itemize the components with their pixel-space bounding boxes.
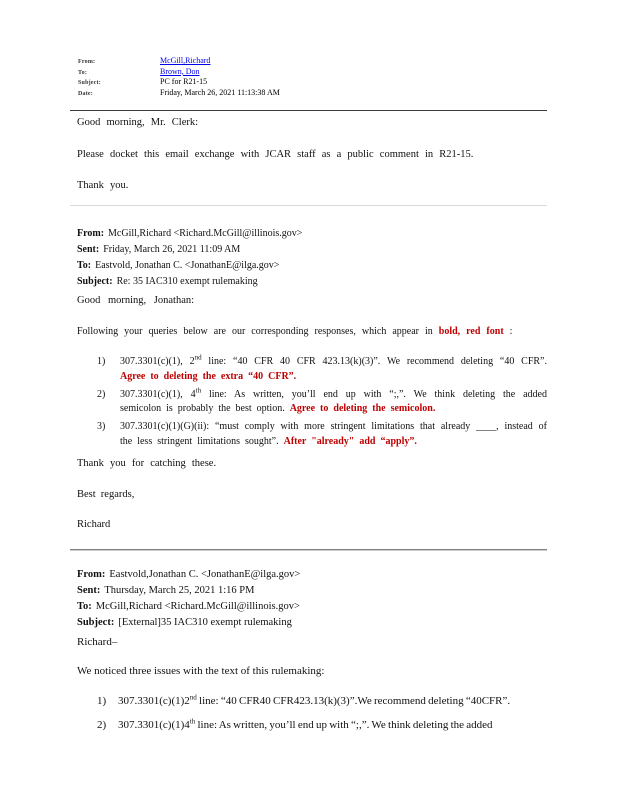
item-text-segment: line: “40 CFR40 CFR423.13(k)(3)”.We recommend deleting “40CFR”. xyxy=(196,695,511,707)
item-text-segment: line: “40 CFR 40 CFR 423.13(k)(3)”. We recommend deleting “40 CFR”. xyxy=(201,356,547,367)
header-row-from xyxy=(78,56,498,67)
item-text xyxy=(118,695,549,708)
original-from-value: Eastvold,Jonathan C. <JonathanE@ilga.gov> xyxy=(109,569,301,580)
date-label: Date: xyxy=(78,91,93,98)
original-to-line xyxy=(77,599,547,615)
reply-issue-list xyxy=(97,355,547,453)
reply-email-header xyxy=(77,226,547,290)
reply-from-line xyxy=(77,226,547,242)
reply-sent-value: Friday, March 26, 2021 11:09 AM xyxy=(103,244,241,255)
reply-closing: Thank you for catching these. xyxy=(77,458,217,469)
from-sender-link[interactable]: McGill,Richard xyxy=(160,56,211,65)
original-subject-label: Subject: xyxy=(77,617,115,628)
reply-intro-red-text: bold, red font xyxy=(438,326,504,337)
item-text xyxy=(120,388,547,417)
reply-greeting: Good morning, Jonathan: xyxy=(77,295,195,306)
reply-from-label: From: xyxy=(77,228,105,239)
to-label: To: xyxy=(78,69,88,76)
reply-to-label: To: xyxy=(77,260,92,271)
original-greeting: Richard– xyxy=(77,636,118,648)
agency-response-text: Agree to deleting the extra “40 CFR”. xyxy=(120,370,297,382)
item-text-segment: 307.3301(c)(1), 4 xyxy=(120,388,196,400)
reply-intro-colon: : xyxy=(503,326,513,337)
item-text xyxy=(120,355,547,384)
item-text-segment: 307.3301(c)(1)2 xyxy=(118,695,190,707)
item-number: 3) xyxy=(97,421,106,432)
cover-thanks: Thank you. xyxy=(77,180,129,191)
original-email-header xyxy=(77,567,547,631)
list-item xyxy=(97,388,547,417)
item-text-segment: line: As written, you’ll end up with “;,”. We think deleting the added semicolon is probably the best option. xyxy=(120,388,547,414)
item-text xyxy=(120,420,547,449)
original-issue-list xyxy=(97,695,549,743)
reply-subject-value: Re: 35 IAC310 exempt rulemaking xyxy=(116,276,258,287)
reply-sent-line xyxy=(77,242,547,258)
item-number: 2) xyxy=(97,388,106,400)
original-intro: We noticed three issues with the text of this rulemaking: xyxy=(77,665,325,677)
reply-intro-text: Following your queries below are our corresponding responses, which appear in xyxy=(77,326,439,337)
original-sent-value: Thursday, March 25, 2021 1:16 PM xyxy=(104,585,255,596)
item-text-segment: 307.3301(c)(1)4 xyxy=(118,719,190,731)
item-text xyxy=(118,719,549,732)
ordinal-superscript: th xyxy=(195,386,202,395)
original-from-label: From: xyxy=(77,569,106,580)
from-label: From: xyxy=(78,59,96,65)
reply-sent-label: Sent: xyxy=(77,244,100,255)
ordinal-superscript: nd xyxy=(194,353,202,362)
header-divider xyxy=(70,110,547,111)
subject-label: Subject: xyxy=(78,80,101,87)
message-header xyxy=(78,56,498,99)
original-to-value: McGill,Richard <Richard.McGill@illinois.gov> xyxy=(95,601,300,612)
original-from-line xyxy=(77,567,547,583)
item-number: 1) xyxy=(97,695,107,707)
reply-intro xyxy=(77,325,547,338)
original-subject-line xyxy=(77,615,547,631)
item-number: 2) xyxy=(97,719,107,731)
original-to-label: To: xyxy=(77,601,92,612)
reply-to-line xyxy=(77,258,547,274)
quoted-email-divider xyxy=(70,205,547,206)
subject-value: PC for R21-15 xyxy=(160,77,208,87)
agency-response-text: After "already" add “apply”. xyxy=(283,435,417,447)
item-text-segment: 307.3301(c)(1)(G)(ii): “must comply with more stringent limitations that already ____, instead of the less stringent limitations sought”. xyxy=(120,421,547,447)
original-sent-label: Sent: xyxy=(77,585,101,596)
item-text-segment: 307.3301(c)(1), 2 xyxy=(120,356,195,367)
reply-signature: Richard xyxy=(77,519,111,530)
to-recipient-link[interactable]: Brown, Don xyxy=(160,66,200,76)
reply-from-value: McGill,Richard <Richard.McGill@illinois.gov> xyxy=(108,228,303,239)
original-email-divider xyxy=(70,549,547,551)
reply-regards: Best regards, xyxy=(77,489,135,500)
original-sent-line xyxy=(77,583,547,599)
list-item xyxy=(97,355,547,384)
cover-greeting: Good morning, Mr. Clerk: xyxy=(77,117,199,128)
item-number: 1) xyxy=(97,356,106,367)
ordinal-superscript: th xyxy=(189,717,196,726)
header-row-subject xyxy=(78,77,498,88)
list-item xyxy=(97,719,549,732)
agency-response-text: Agree to deleting the semicolon. xyxy=(289,403,436,414)
date-value: Friday, March 26, 2021 11:13:38 AM xyxy=(160,88,280,98)
reply-subject-line xyxy=(77,274,547,290)
reply-to-value: Eastvold, Jonathan C. <JonathanE@ilga.gov> xyxy=(95,260,280,271)
item-text-segment: line: As written, you’ll end up with “;,”. We think deleting the added xyxy=(195,719,493,731)
ordinal-superscript: nd xyxy=(189,693,197,702)
cover-request: Please docket this email exchange with JCAR staff as a public comment in R21-15. xyxy=(77,149,474,160)
header-row-date xyxy=(78,88,498,99)
list-item xyxy=(97,420,547,449)
header-row-to xyxy=(78,67,498,78)
reply-subject-label: Subject: xyxy=(77,276,113,287)
list-item xyxy=(97,695,549,708)
original-subject-value: [External]35 IAC310 exempt rulemaking xyxy=(118,617,292,628)
